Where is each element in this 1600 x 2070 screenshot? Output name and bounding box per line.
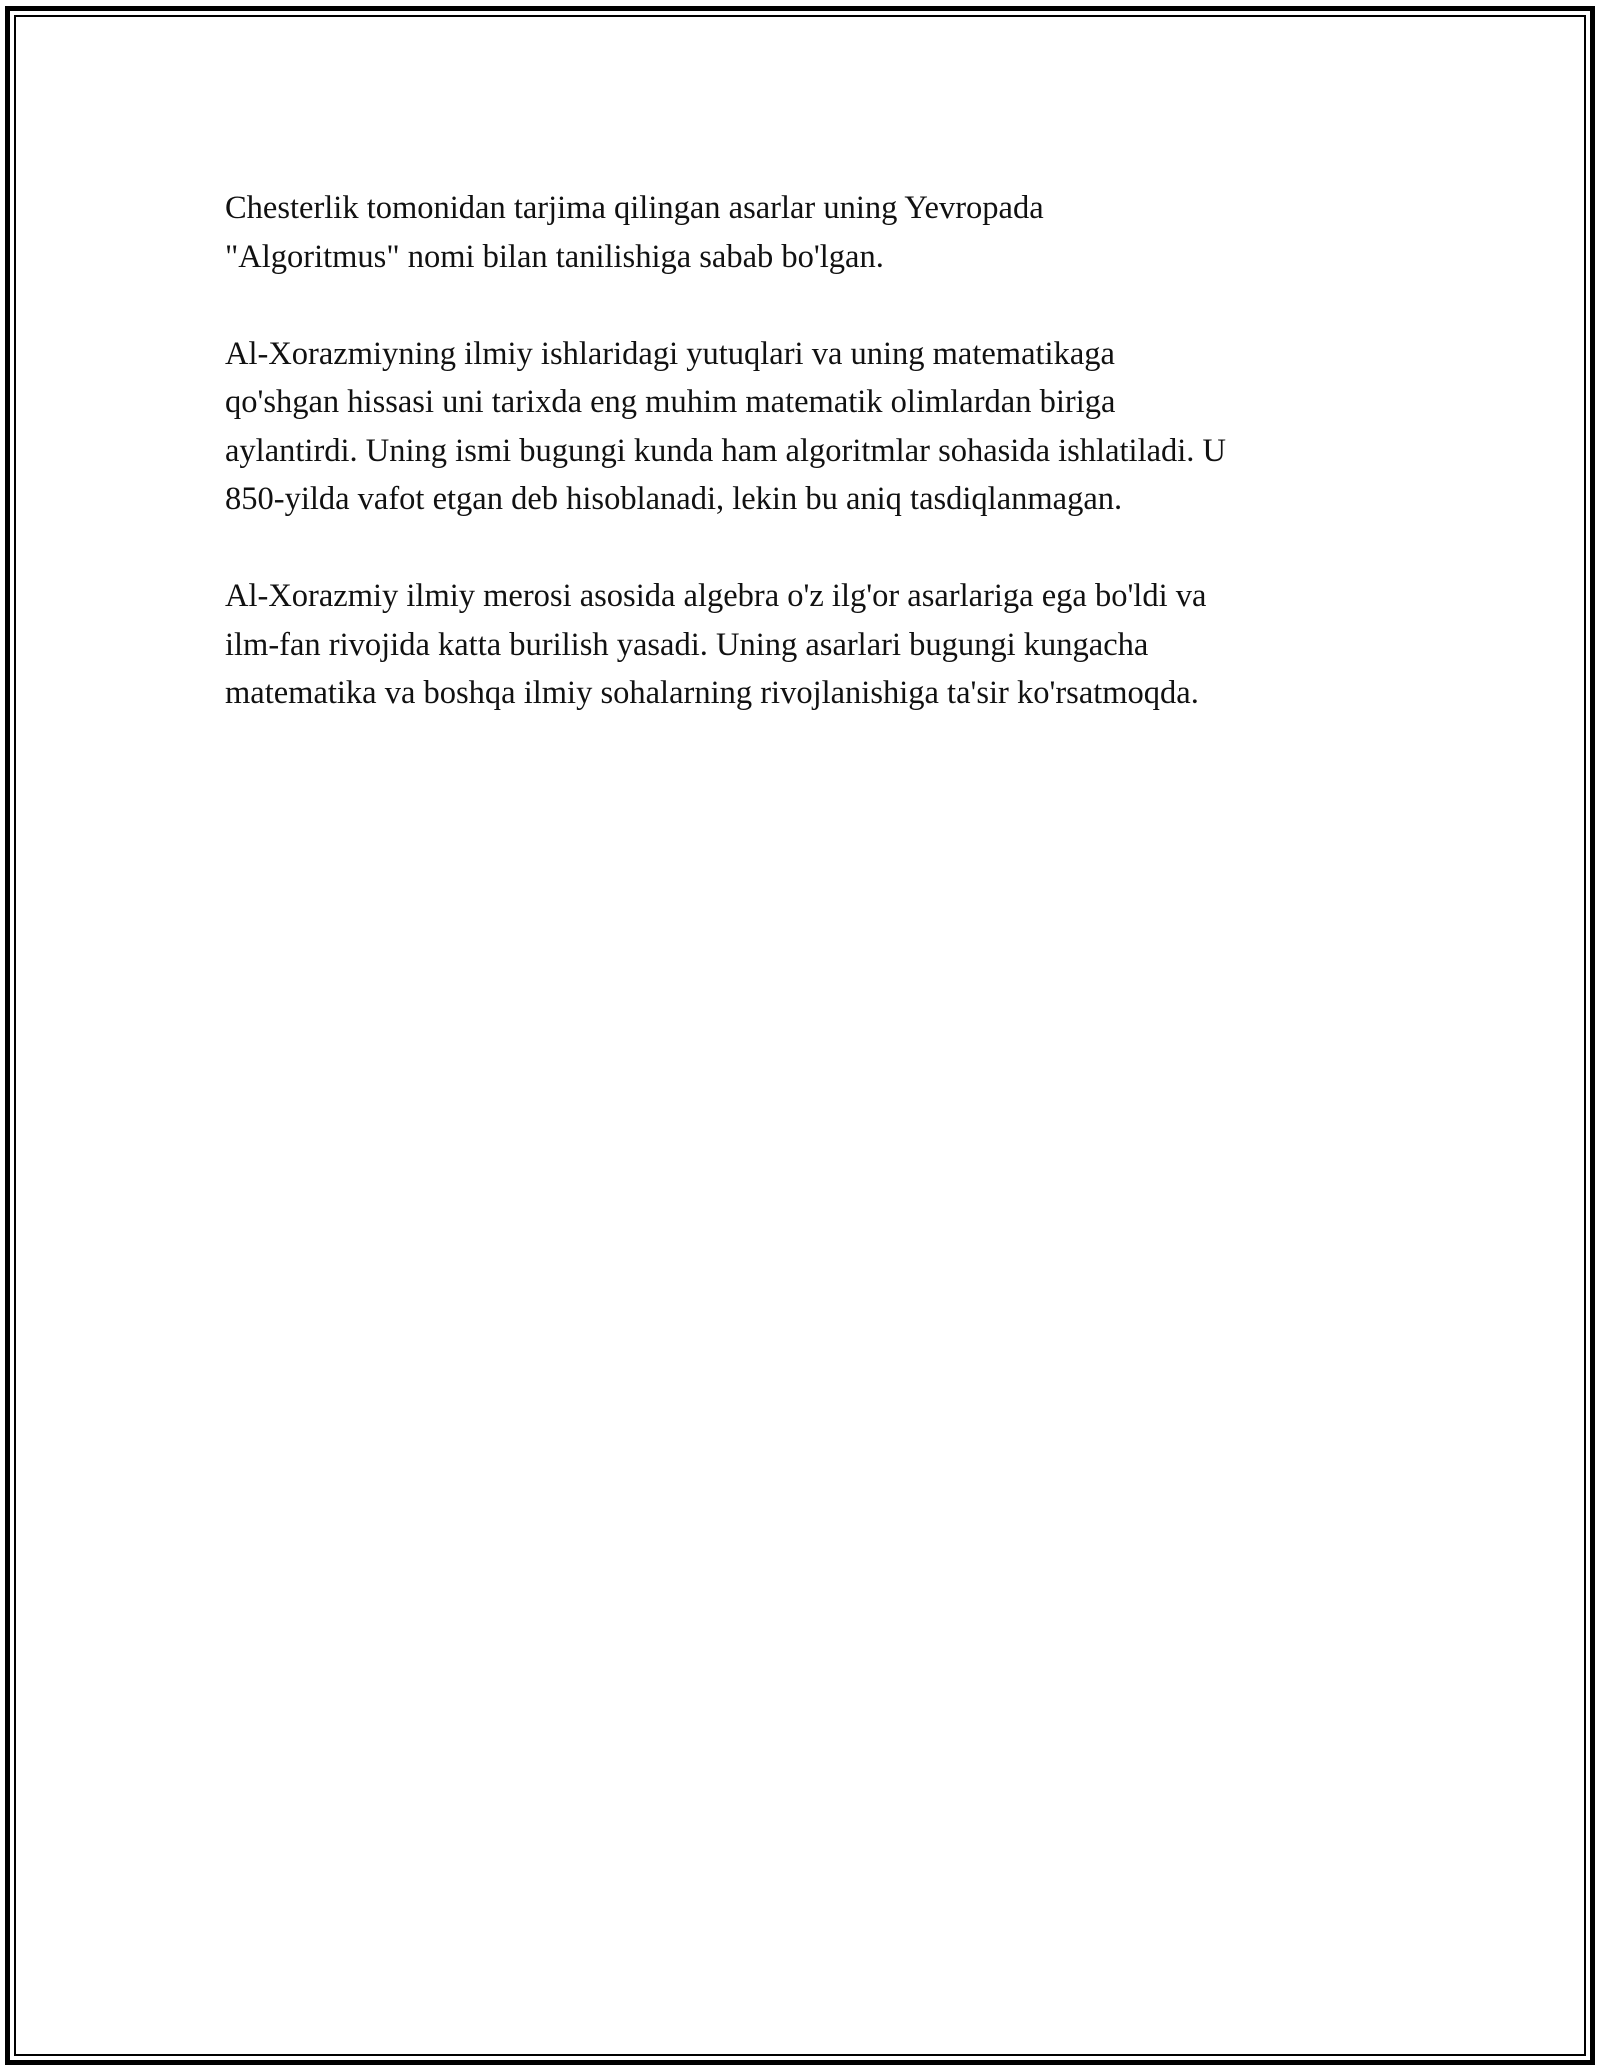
text-line: "Algoritmus" nomi bilan tanilishiga sabab bo'lgan. [225, 238, 884, 275]
paragraph-legacy [225, 330, 1405, 524]
text-line: ilm-fan rivojida katta burilish yasadi. Uning asarlari bugungi kungacha [225, 626, 1149, 663]
text-line: Chesterlik tomonidan tarjima qilingan asarlar uning Yevropada [225, 190, 1044, 226]
text-line: aylantirdi. Uning ismi bugungi kunda ham algoritmlar sohasida ishlatiladi. U [225, 432, 1227, 469]
text-line: Al-Xorazmiyning ilmiy ishlaridagi yutuqlari va uning matematikaga [225, 335, 1115, 372]
text-line: matematika va boshqa ilmiy sohalarning rivojlanishiga ta'sir ko'rsatmoqda. [225, 675, 1199, 711]
text-line: 850-yilda vafot etgan deb hisoblanadi, lekin bu aniq tasdiqlanmagan. [225, 481, 1123, 517]
document-body [225, 184, 1405, 766]
paragraph-algebra [225, 572, 1405, 718]
text-line: qo'shgan hissasi uni tarixda eng muhim matematik olimlardan biriga [225, 384, 1116, 420]
paragraph-translation [225, 184, 1405, 281]
text-line: Al-Xorazmiy ilmiy merosi asosida algebra o'z ilg'or asarlariga ega bo'ldi va [225, 578, 1207, 614]
